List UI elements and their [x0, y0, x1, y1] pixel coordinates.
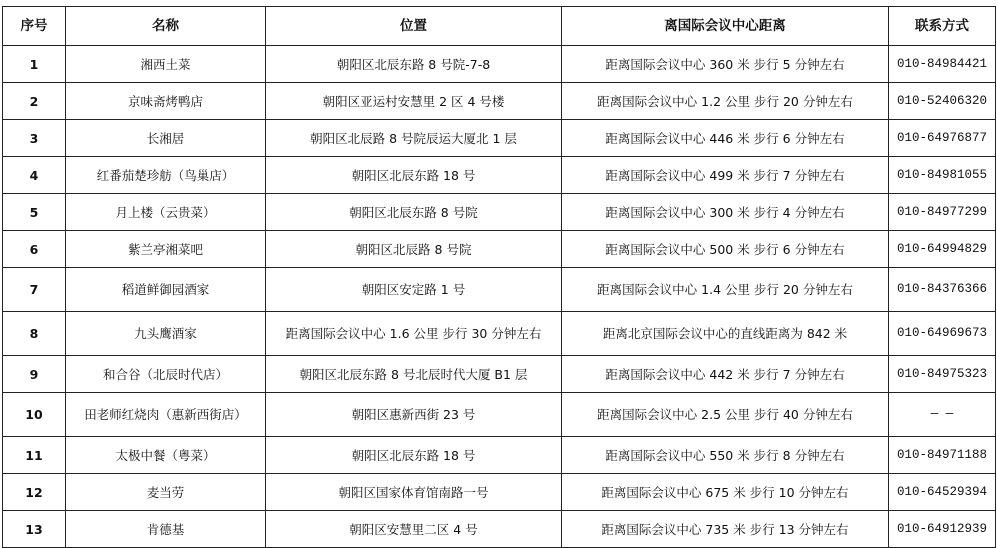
table-row — [3, 268, 996, 312]
table-row — [3, 474, 996, 511]
restaurant-phone: 010-84981055 — [889, 157, 996, 194]
restaurant-name: 长湘居 — [66, 120, 266, 157]
restaurant-phone: 010-84975323 — [889, 356, 996, 393]
restaurant-phone: — — — [889, 393, 996, 437]
row-number: 6 — [3, 231, 66, 268]
restaurant-phone: 010-84977299 — [889, 194, 996, 231]
row-number: 12 — [3, 474, 66, 511]
restaurant-location: 朝阳区安慧里二区 4 号 — [266, 511, 562, 548]
table-row — [3, 437, 996, 474]
restaurant-location: 朝阳区北辰东路 18 号 — [266, 157, 562, 194]
restaurant-distance: 距离国际会议中心 360 米 步行 5 分钟左右 — [562, 46, 889, 83]
restaurant-name: 田老师红烧肉（惠新西街店） — [66, 393, 266, 437]
restaurant-name: 京味斋烤鸭店 — [66, 83, 266, 120]
restaurant-name: 和合谷（北辰时代店） — [66, 356, 266, 393]
restaurant-phone: 010-64969673 — [889, 312, 996, 356]
row-number: 7 — [3, 268, 66, 312]
restaurant-name: 肯德基 — [66, 511, 266, 548]
restaurant-phone: 010-84971188 — [889, 437, 996, 474]
restaurant-distance: 距离国际会议中心 300 米 步行 4 分钟左右 — [562, 194, 889, 231]
restaurant-phone: 010-52406320 — [889, 83, 996, 120]
restaurant-table — [2, 6, 996, 548]
table-row — [3, 46, 996, 83]
restaurant-name: 麦当劳 — [66, 474, 266, 511]
restaurant-location: 朝阳区国家体育馆南路一号 — [266, 474, 562, 511]
restaurant-name: 湘西土菜 — [66, 46, 266, 83]
restaurant-name: 紫兰亭湘菜吧 — [66, 231, 266, 268]
restaurant-distance: 距离国际会议中心 675 米 步行 10 分钟左右 — [562, 474, 889, 511]
restaurant-phone: 010-64994829 — [889, 231, 996, 268]
restaurant-phone: 010-64976877 — [889, 120, 996, 157]
row-number: 10 — [3, 393, 66, 437]
header-distance: 离国际会议中心距离 — [562, 7, 889, 46]
restaurant-distance: 距离国际会议中心 1.4 公里 步行 20 分钟左右 — [562, 268, 889, 312]
row-number: 4 — [3, 157, 66, 194]
header-phone: 联系方式 — [889, 7, 996, 46]
restaurant-location: 朝阳区北辰东路 8 号北辰时代大厦 B1 层 — [266, 356, 562, 393]
restaurant-distance: 距离国际会议中心 499 米 步行 7 分钟左右 — [562, 157, 889, 194]
table-row — [3, 231, 996, 268]
restaurant-phone: 010-64912939 — [889, 511, 996, 548]
restaurant-location: 朝阳区亚运村安慧里 2 区 4 号楼 — [266, 83, 562, 120]
restaurant-location: 朝阳区北辰路 8 号院 — [266, 231, 562, 268]
table-row — [3, 120, 996, 157]
restaurant-distance: 距离国际会议中心 1.2 公里 步行 20 分钟左右 — [562, 83, 889, 120]
row-number: 9 — [3, 356, 66, 393]
header-row — [3, 7, 996, 46]
restaurant-phone: 010-84376366 — [889, 268, 996, 312]
table-row — [3, 356, 996, 393]
restaurant-name: 稻道鲜御园酒家 — [66, 268, 266, 312]
table-row — [3, 393, 996, 437]
header-name: 名称 — [66, 7, 266, 46]
row-number: 13 — [3, 511, 66, 548]
row-number: 8 — [3, 312, 66, 356]
table-row — [3, 157, 996, 194]
restaurant-distance: 距离国际会议中心 442 米 步行 7 分钟左右 — [562, 356, 889, 393]
header-location: 位置 — [266, 7, 562, 46]
restaurant-name: 红番茄楚珍舫（鸟巢店） — [66, 157, 266, 194]
row-number: 1 — [3, 46, 66, 83]
restaurant-phone: 010-64529394 — [889, 474, 996, 511]
restaurant-distance: 距离北京国际会议中心的直线距离为 842 米 — [562, 312, 889, 356]
restaurant-distance: 距离国际会议中心 550 米 步行 8 分钟左右 — [562, 437, 889, 474]
header-no: 序号 — [3, 7, 66, 46]
table-row — [3, 83, 996, 120]
restaurant-distance: 距离国际会议中心 500 米 步行 6 分钟左右 — [562, 231, 889, 268]
restaurant-location: 朝阳区北辰路 8 号院辰运大厦北 1 层 — [266, 120, 562, 157]
restaurant-location: 朝阳区惠新西街 23 号 — [266, 393, 562, 437]
restaurant-location: 距离国际会议中心 1.6 公里 步行 30 分钟左右 — [266, 312, 562, 356]
row-number: 2 — [3, 83, 66, 120]
restaurant-name: 月上楼（云贵菜） — [66, 194, 266, 231]
row-number: 3 — [3, 120, 66, 157]
restaurant-location: 朝阳区北辰东路 18 号 — [266, 437, 562, 474]
restaurant-location: 朝阳区安定路 1 号 — [266, 268, 562, 312]
restaurant-distance: 距离国际会议中心 735 米 步行 13 分钟左右 — [562, 511, 889, 548]
table-row — [3, 312, 996, 356]
restaurant-location: 朝阳区北辰东路 8 号院-7-8 — [266, 46, 562, 83]
restaurant-phone: 010-84984421 — [889, 46, 996, 83]
restaurant-name: 九头鹰酒家 — [66, 312, 266, 356]
table-row — [3, 511, 996, 548]
row-number: 11 — [3, 437, 66, 474]
restaurant-distance: 距离国际会议中心 2.5 公里 步行 40 分钟左右 — [562, 393, 889, 437]
restaurant-location: 朝阳区北辰东路 8 号院 — [266, 194, 562, 231]
restaurant-distance: 距离国际会议中心 446 米 步行 6 分钟左右 — [562, 120, 889, 157]
restaurant-name: 太极中餐（粤菜） — [66, 437, 266, 474]
row-number: 5 — [3, 194, 66, 231]
table-row — [3, 194, 996, 231]
